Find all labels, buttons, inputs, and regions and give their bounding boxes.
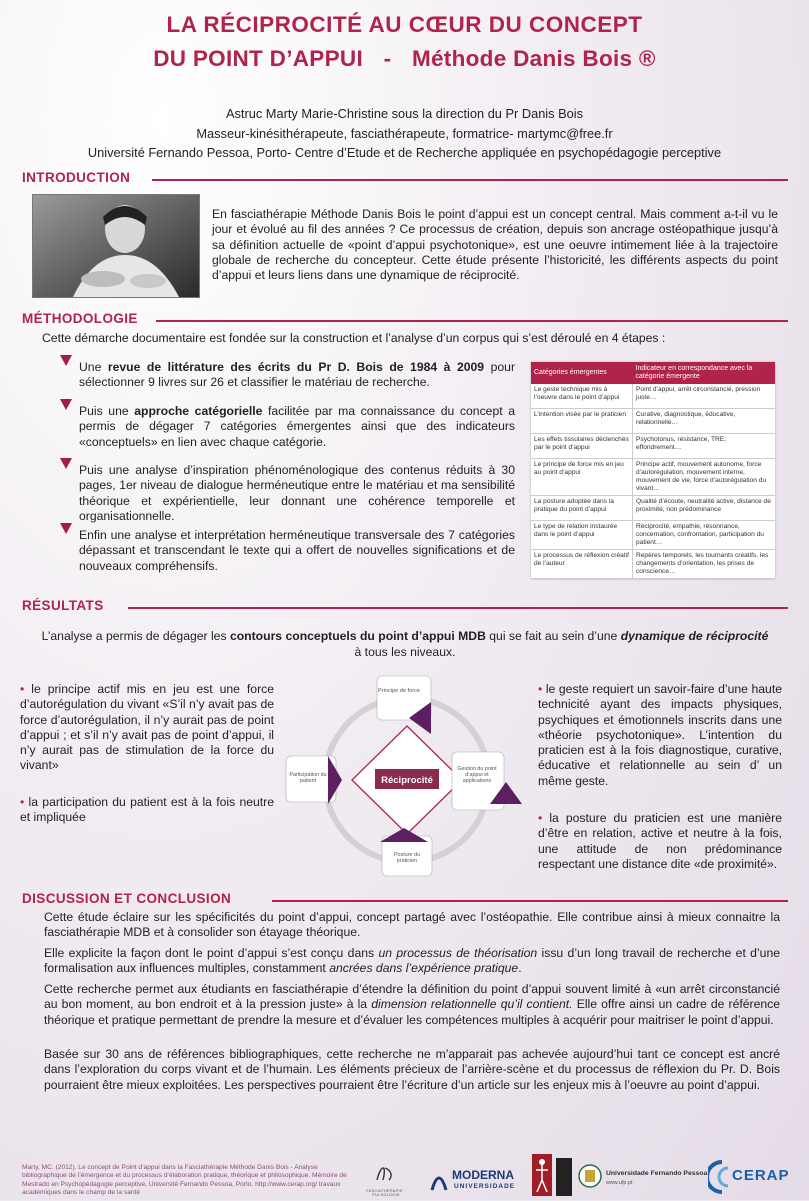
table-cell-category: Le type de relation instaurée dans le point d’appui: [531, 521, 633, 550]
section-heading-methodologie: MÉTHODOLOGIE: [22, 311, 138, 326]
triangle-bullet-icon: [60, 399, 72, 410]
discussion-p3-b: Elle offre ainsi un cadre de référence théorique et pratique permettant de prendre la mesure et d’évaluer les compétences multiples à acquérir pour maitriser le point d’appui.: [44, 997, 781, 1027]
discussion-p2-a: Elle explicite la façon dont le point d’appui s’est conçu dans: [44, 946, 379, 960]
table-cell-category: Le processus de réflexion créatif de l’auteur: [531, 550, 633, 579]
method-step-3: Puis une analyse d’inspiration phénoménologique des contenus réduits à 30 pages, 1er niveau de dialogue herméneutique entre le matériau et ma sensibilité théorique et expérientielle, leur donnant une cohérence temporelle et organisationnelle.: [79, 463, 515, 523]
table-row: [531, 496, 775, 521]
title-separator: -: [383, 46, 392, 71]
section-heading-resultats: RÉSULTATS: [22, 598, 104, 613]
triangle-bullet-icon: [60, 458, 72, 469]
introduction-text: En fasciathérapie Méthode Danis Bois le point d’appui est un concept central. Mais comment a-t-il vu le jour et évolué au fil des années ? Ce processus de création, depuis son ancrage ostéopathique jusqu’à sa définition actuelle de «point d’appui psychotonique», est une oeuvre intimement liée à la trajectoire globale de recherche du concepteur. Cette étude présente l’historicité, les différents aspects du point d’appui et leurs liens dans une dynamique de réciprocité.: [212, 207, 778, 283]
discussion-p2-em1: un processus de théorisation: [378, 946, 538, 960]
discussion-p4: Basée sur 30 ans de références bibliographiques, cette recherche ne m’apparait pas achevée aujourd’hui tant ce concept est ancré dans l’exploration du corps vivant et de l’humain. Les éléments précieux de l’arrière-scène et du processus de réflexion du Pr. D. Bois pourraient être mieux exploitées. Les perspectives pourraient être l’écriture d’un article sur les enjeux mis à l’oeuvre au point d’appui.: [44, 1047, 780, 1092]
table-cell-category: La posture adoptée dans la pratique du point d’appui: [531, 496, 633, 521]
table-header-categories: Catégories émergentes: [531, 362, 633, 384]
table-row: [531, 550, 775, 579]
table-cell-indicator: Point d’appui, arrêt circonstancié, pression juste…: [633, 384, 776, 409]
resultats-intro: [20, 628, 790, 660]
diagram-node-top-label: Principe de force: [378, 688, 420, 694]
section-rule: [128, 607, 788, 609]
ufp-crest-icon: [578, 1162, 602, 1190]
figure-logo-icon: [532, 1154, 552, 1196]
logo4-text: CERAP: [732, 1167, 790, 1184]
diagram-node-bottom-label: Posture du praticien: [393, 852, 421, 865]
table-row: [531, 521, 775, 550]
logo-cerap: [708, 1158, 794, 1196]
logo3-name: Universidade Fernando Pessoa: [606, 1170, 708, 1177]
authors-line2: Masseur-kinésithérapeute, fasciathérapeute, formatrice- martymc@free.fr: [196, 125, 613, 141]
discussion-p3: [44, 982, 780, 1028]
table-cell-indicator: Repères temporels, les tournants créatifs, les changements d’orientation, les prises de conscience…: [633, 550, 776, 579]
dot-bullet-icon: •: [20, 795, 25, 809]
res-intro-b: qui se fait au sein d’une: [485, 629, 621, 643]
table-cell-category: Les effets tissulaires déclenchés par le point d’appui: [531, 434, 633, 459]
dot-bullet-icon: •: [20, 682, 25, 696]
table-row: [531, 409, 775, 434]
table-cell-indicator: Principe actif, mouvement autonome, force d’autorégulation, mouvement interne, mouvement de vie, force d’autorégulation du vivant…: [633, 459, 776, 496]
section-heading-discussion: DISCUSSION ET CONCLUSION: [22, 891, 232, 906]
methodologie-intro: Cette démarche documentaire est fondée sur la construction et l’analyse d’un corpus qui s’est déroulé en 4 étapes :: [42, 331, 666, 345]
table-row: [531, 384, 775, 409]
portrait-illustration: [33, 195, 199, 297]
discussion-p2-b: issu d’un long travail de recherche et d’une formalisation aux influences multiples, constamment: [44, 946, 780, 976]
table-cell-category: Le geste technique mis à l’oeuvre dans le point d’appui: [531, 384, 633, 409]
title-part-b: Méthode Danis Bois ®: [411, 46, 656, 71]
table-cell-indicator: Psychotonus, résistance, TRE, effondrement…: [633, 434, 776, 459]
step1-text-b: pour sélectionner 9 livres sur 26 et classifier le matériau de recherche.: [79, 360, 515, 390]
table-header-indicators: Indicateur en correspondance avec la catégorie émergente: [633, 362, 776, 384]
result-left-2-text: la participation du patient est à la fois neutre et impliquée: [20, 795, 275, 825]
triangle-bullet-icon: [60, 523, 72, 534]
title-part-a: DU POINT D’APPUI: [153, 46, 364, 71]
result-left-2: [20, 795, 274, 826]
table-cell-category: L’intention visée par le praticien: [531, 409, 633, 434]
authors-line1: Astruc Marty Marie-Christine sous la direction du Pr Danis Bois: [225, 106, 583, 121]
poster-title-line1: LA RÉCIPROCITÉ AU CŒUR DU CONCEPT: [166, 12, 643, 37]
table-row: [531, 459, 775, 496]
table-cell-indicator: Réciprocité, empathie, résonnance, concernation, confrontation, participation du patient…: [633, 521, 776, 550]
reciprocity-diagram: [276, 668, 538, 882]
logo-dark-strip: [556, 1158, 572, 1196]
discussion-p2: [44, 946, 780, 977]
result-right-2: [538, 811, 782, 872]
logo-fasciatherapie: [358, 1162, 414, 1196]
logo3-url: www.ufp.pt: [606, 1180, 633, 1186]
step2-text-a: Puis une: [79, 404, 135, 418]
diagram-node-right-fo: [454, 766, 500, 796]
table-cell-indicator: Curative, diagnostique, éducative, relationnelle…: [633, 409, 776, 434]
poster-title-line2: [0, 46, 809, 72]
fasciatherapie-logo-icon: [371, 1162, 401, 1184]
result-left-1-text: le principe actif mis en jeu est une force d’autorégulation du vivant «S’il n’y avait pas de force d’autorégulation, il n’y aurait pas de point d’appui ; et s’il n’y avait pas de point d’appui, il n’y aurait pas de stimulation de la force du vivant»: [20, 682, 274, 773]
diagram-node-accent: [380, 828, 428, 842]
categories-table: [531, 362, 775, 579]
authors-block: [0, 104, 809, 163]
result-right-1-text: le geste requiert un savoir-faire d’une haute technicité ayant des impacts physiques, psychiques et émotionnels inscrits dans une «théorie psychotonique». L’intention du praticien est à la fois diagnostique, curative, éducative et relationnelle au sein d’ un même geste.: [538, 682, 782, 788]
result-left-1: [20, 682, 274, 774]
discussion-p2-em2: ancrées dans l’expérience pratique: [329, 961, 519, 976]
res-intro-emph: dynamique de réciprocité: [620, 629, 769, 643]
authors-line3: Université Fernando Pessoa, Porto- Centre d’Etude et de Recherche appliquée en psychopédagogie perceptive: [87, 145, 722, 160]
discussion-p1: Cette étude éclaire sur les spécificités du point d’appui, concept partagé avec l’ostéopathie. Elle contribue ainsi à mieux connaitre la fasciathérapie MDB et à consolider son étayage théorique.: [44, 910, 780, 940]
method-step-2: [79, 404, 515, 450]
method-step-1: [79, 360, 515, 391]
diagram-node-bottom-fo: [386, 852, 428, 872]
table-cell-indicator: Qualité d’écoute, neutralité active, distance de proximité, non prédominance: [633, 496, 776, 521]
footer-reference: Marty, MC. (2012). Le concept de Point d’appui dans la Fasciathérapie Méthode Danis Bois - Analyse bibliographique de l’émergence et du processus d’élaboration pratique, théorique et philosophique. Mémoire de Mestrado en Psychopédagogie perceptive, Université Fernando Pessoa, Porto. http://www.cerap.org/ travaux académiques dans le champ de la santé: [22, 1164, 347, 1197]
step2-text-b: facilitée par ma connaissance du concept a permis de dégager 7 catégories émergentes ainsi que des indicateurs «conceptuels» en lien avec chaque catégorie.: [79, 404, 515, 449]
dot-bullet-icon: •: [538, 811, 543, 825]
step2-bold: approche catégorielle: [134, 404, 263, 418]
section-rule: [152, 179, 788, 181]
discussion-p2-c: .: [518, 961, 522, 976]
discussion-p3-a: Cette recherche permet aux étudiants en fasciathérapie d’étendre la définition du point d’appui souvent limité à «un arrêt circonstancié au bon moment, au bon endroit et à la pression juste» à la: [44, 982, 780, 1012]
moderna-logo-icon: [430, 1164, 448, 1192]
table-header-row: [531, 362, 775, 384]
res-intro-c: à tous les niveaux.: [354, 645, 456, 659]
res-intro-a: L’analyse a permis de dégager les: [41, 629, 230, 643]
section-heading-introduction: INTRODUCTION: [22, 170, 131, 185]
diagram-center-label: Réciprocité: [381, 775, 433, 786]
step1-bold: revue de littérature des écrits du Pr D. Bois de 1984 à 2009: [107, 360, 485, 374]
logo-ufp: [578, 1160, 708, 1196]
logo-red-figure: [532, 1154, 552, 1196]
triangle-bullet-icon: [60, 355, 72, 366]
section-rule: [156, 320, 788, 322]
table-row: [531, 434, 775, 459]
step1-text-a: Une: [79, 360, 108, 374]
diagram-node-right-label: Gestion du point d’appui et applications: [457, 766, 497, 785]
logo1-caption: FASCIATHÉRAPIE · PULSOLOGIE: [366, 1189, 406, 1197]
table-cell-category: Le principe de force mis en jeu au point d’appui: [531, 459, 633, 496]
diagram-node-left-fo: [288, 772, 328, 792]
diagram-node-left-label: Participation du patient: [289, 772, 327, 785]
result-right-2-text: la posture du praticien est une manière d’être en relation, active et neutre à la fois, une attitude de non prédominance respectant une distance dite «de proximité».: [538, 811, 782, 871]
dot-bullet-icon: •: [538, 682, 543, 696]
method-step-4: Enfin une analyse et interprétation herméneutique transversale des 7 catégories dépassant et transcendant le texte qui a offert de nouvelles significations et de nouveaux compréhensifs.: [79, 528, 515, 573]
discussion-p3-em: dimension relationnelle qu’il contient.: [371, 997, 573, 1012]
section-rule: [272, 900, 788, 902]
logo2-line1: MODERNA: [452, 1168, 514, 1182]
portrait-photo: [32, 194, 200, 298]
logo2-line2: UNIVERSIDADE: [454, 1183, 516, 1190]
res-intro-bold: contours conceptuels du point d’appui MDB: [229, 629, 486, 643]
logo-moderna: [430, 1162, 524, 1196]
result-right-1: [538, 682, 782, 789]
